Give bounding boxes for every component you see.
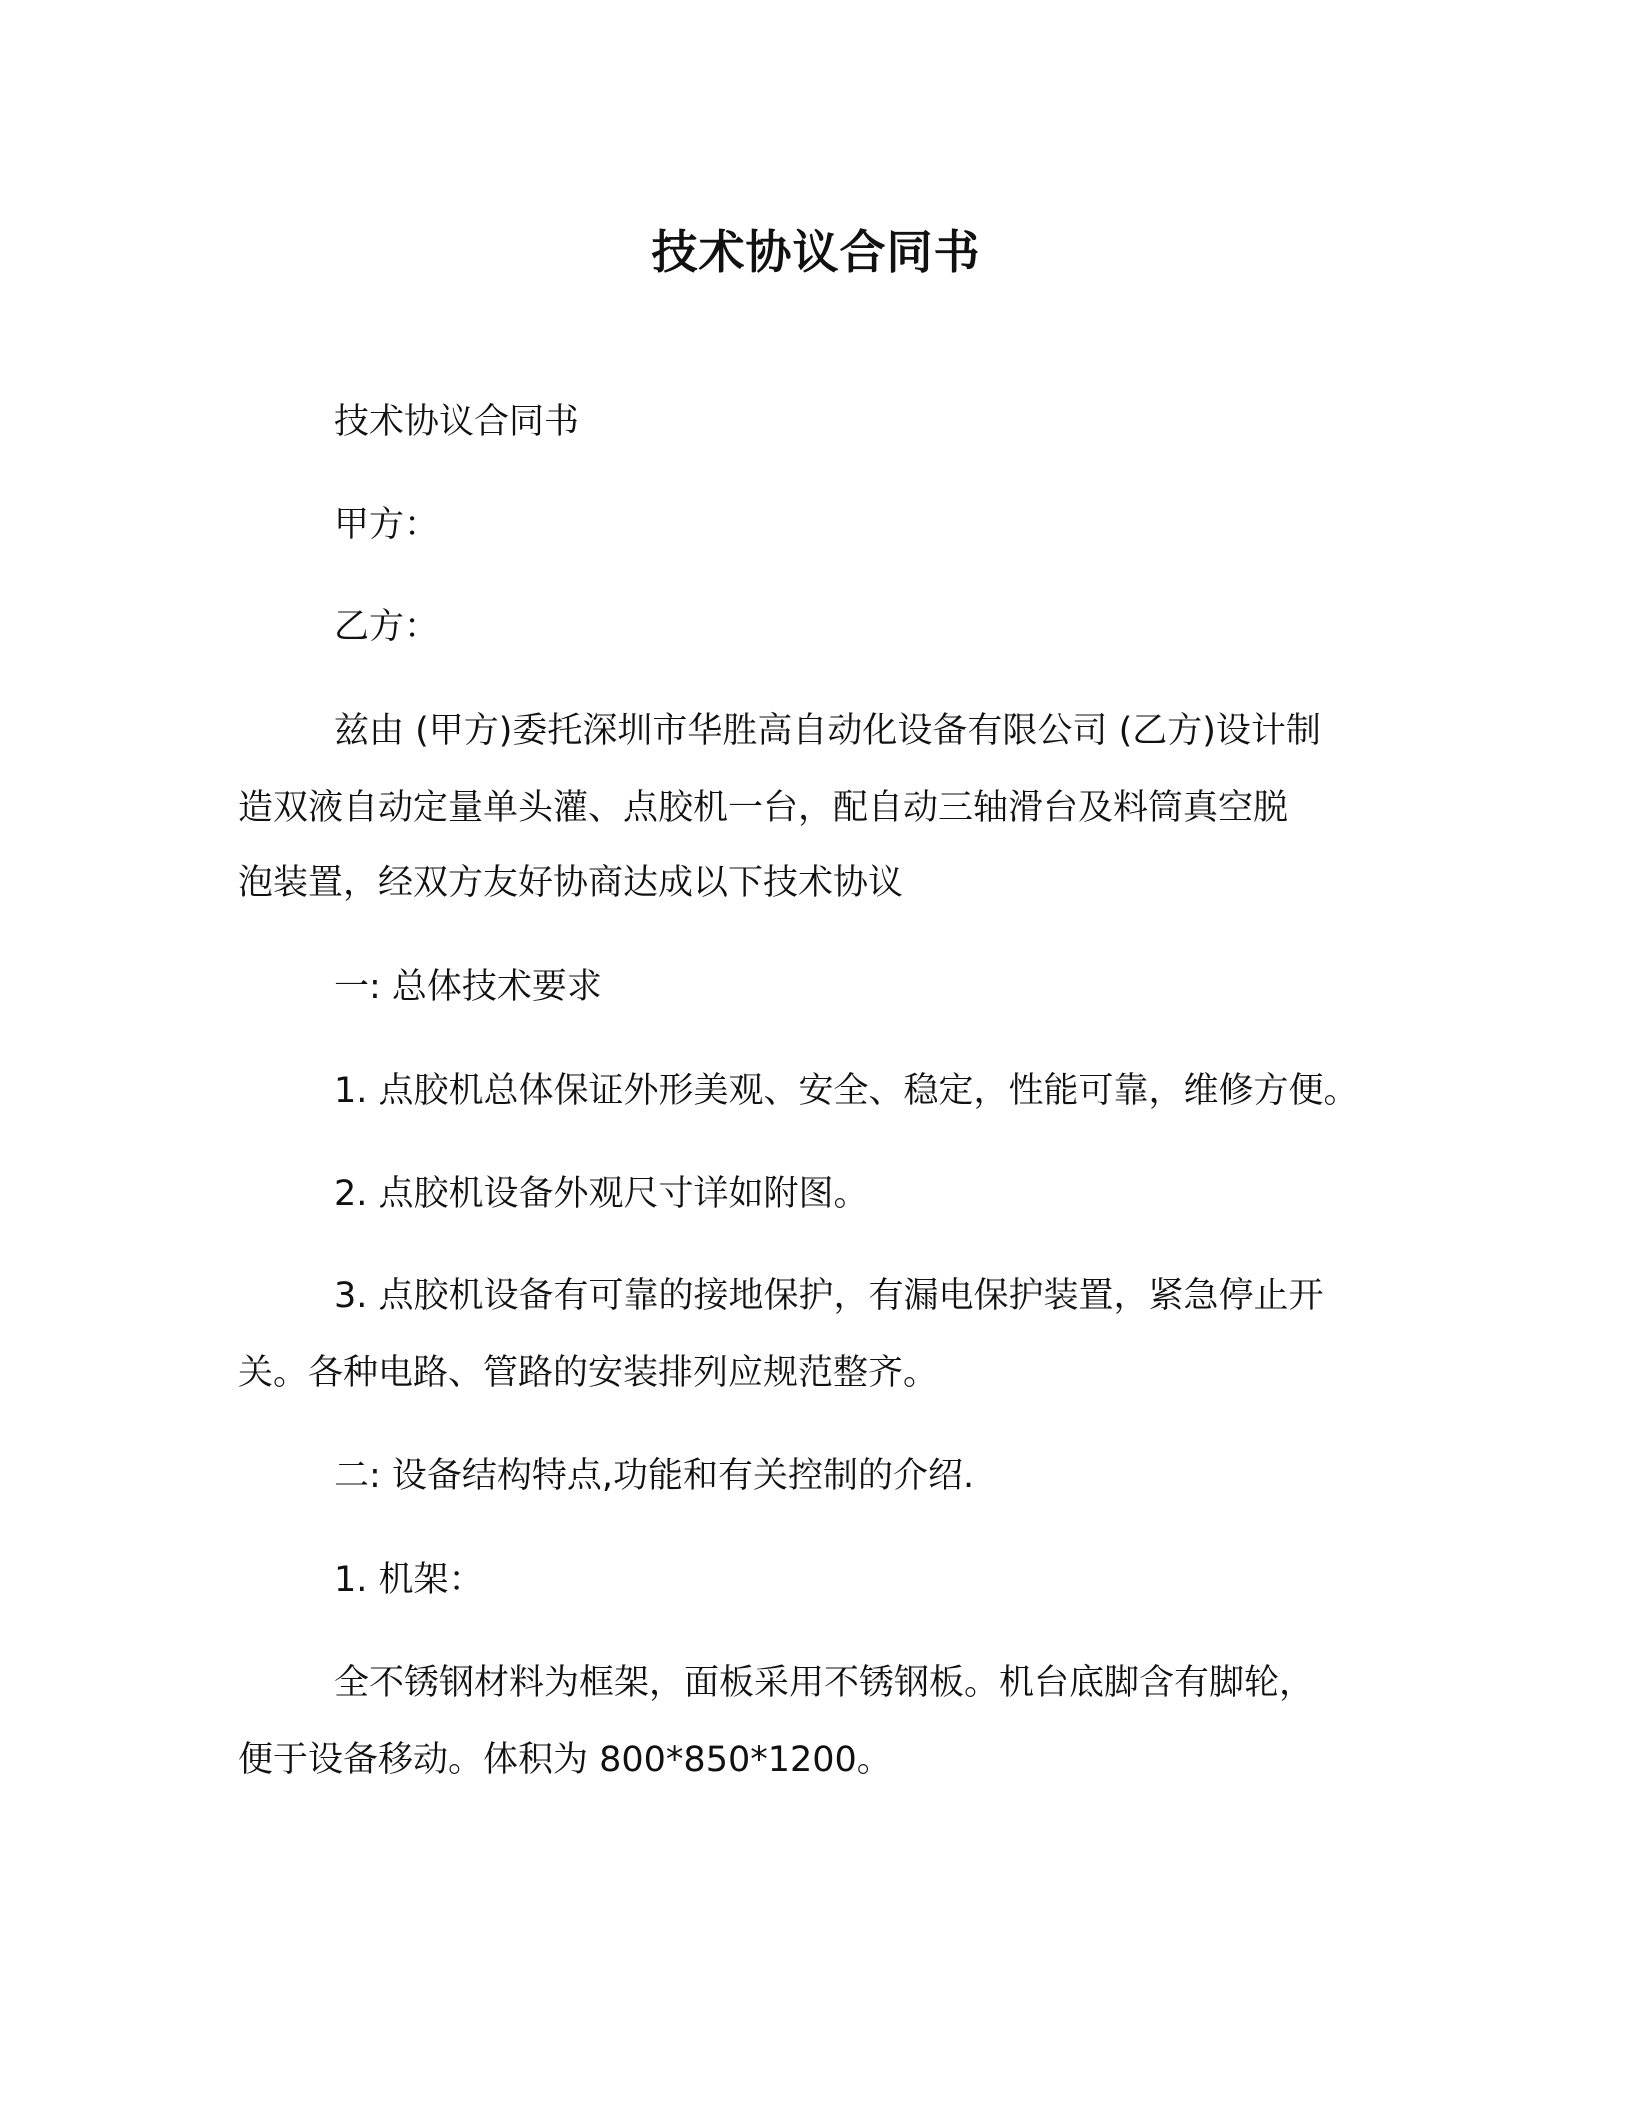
- intro-paragraph-line-2: 造双液自动定量单头灌、点胶机一台，配自动三轴滑台及料筒真空脱: [238, 788, 1289, 828]
- subtitle-line: 技术协议合同书: [334, 402, 580, 442]
- requirement-item-2: 2. 点胶机设备外观尺寸详如附图。: [334, 1174, 869, 1214]
- structure-item-1-heading: 1. 机架：: [334, 1560, 484, 1600]
- requirement-item-3-line-2: 关。各种电路、管路的安装排列应规范整齐。: [238, 1353, 939, 1393]
- document-title: 技术协议合同书: [651, 225, 981, 279]
- frame-paragraph-line-2: 便于设备移动。体积为 800*850*1200。: [238, 1740, 892, 1780]
- intro-paragraph-line-1: 兹由 (甲方)委托深圳市华胜高自动化设备有限公司 (乙方)设计制: [334, 711, 1321, 751]
- section-heading-2: 二: 设备结构特点,功能和有关控制的介绍.: [334, 1456, 975, 1496]
- party-a-line: 甲方：: [334, 505, 440, 545]
- frame-paragraph-line-1: 全不锈钢材料为框架，面板采用不锈钢板。机台底脚含有脚轮，: [334, 1663, 1315, 1703]
- party-b-line: 乙方：: [334, 607, 440, 647]
- intro-paragraph-line-3: 泡装置，经双方友好协商达成以下技术协议: [238, 863, 904, 903]
- section-heading-1: 一: 总体技术要求: [334, 967, 602, 1007]
- requirement-item-1: 1. 点胶机总体保证外形美观、安全、稳定，性能可靠，维修方便。: [334, 1071, 1359, 1111]
- requirement-item-3-line-1: 3. 点胶机设备有可靠的接地保护，有漏电保护装置，紧急停止开: [334, 1276, 1324, 1316]
